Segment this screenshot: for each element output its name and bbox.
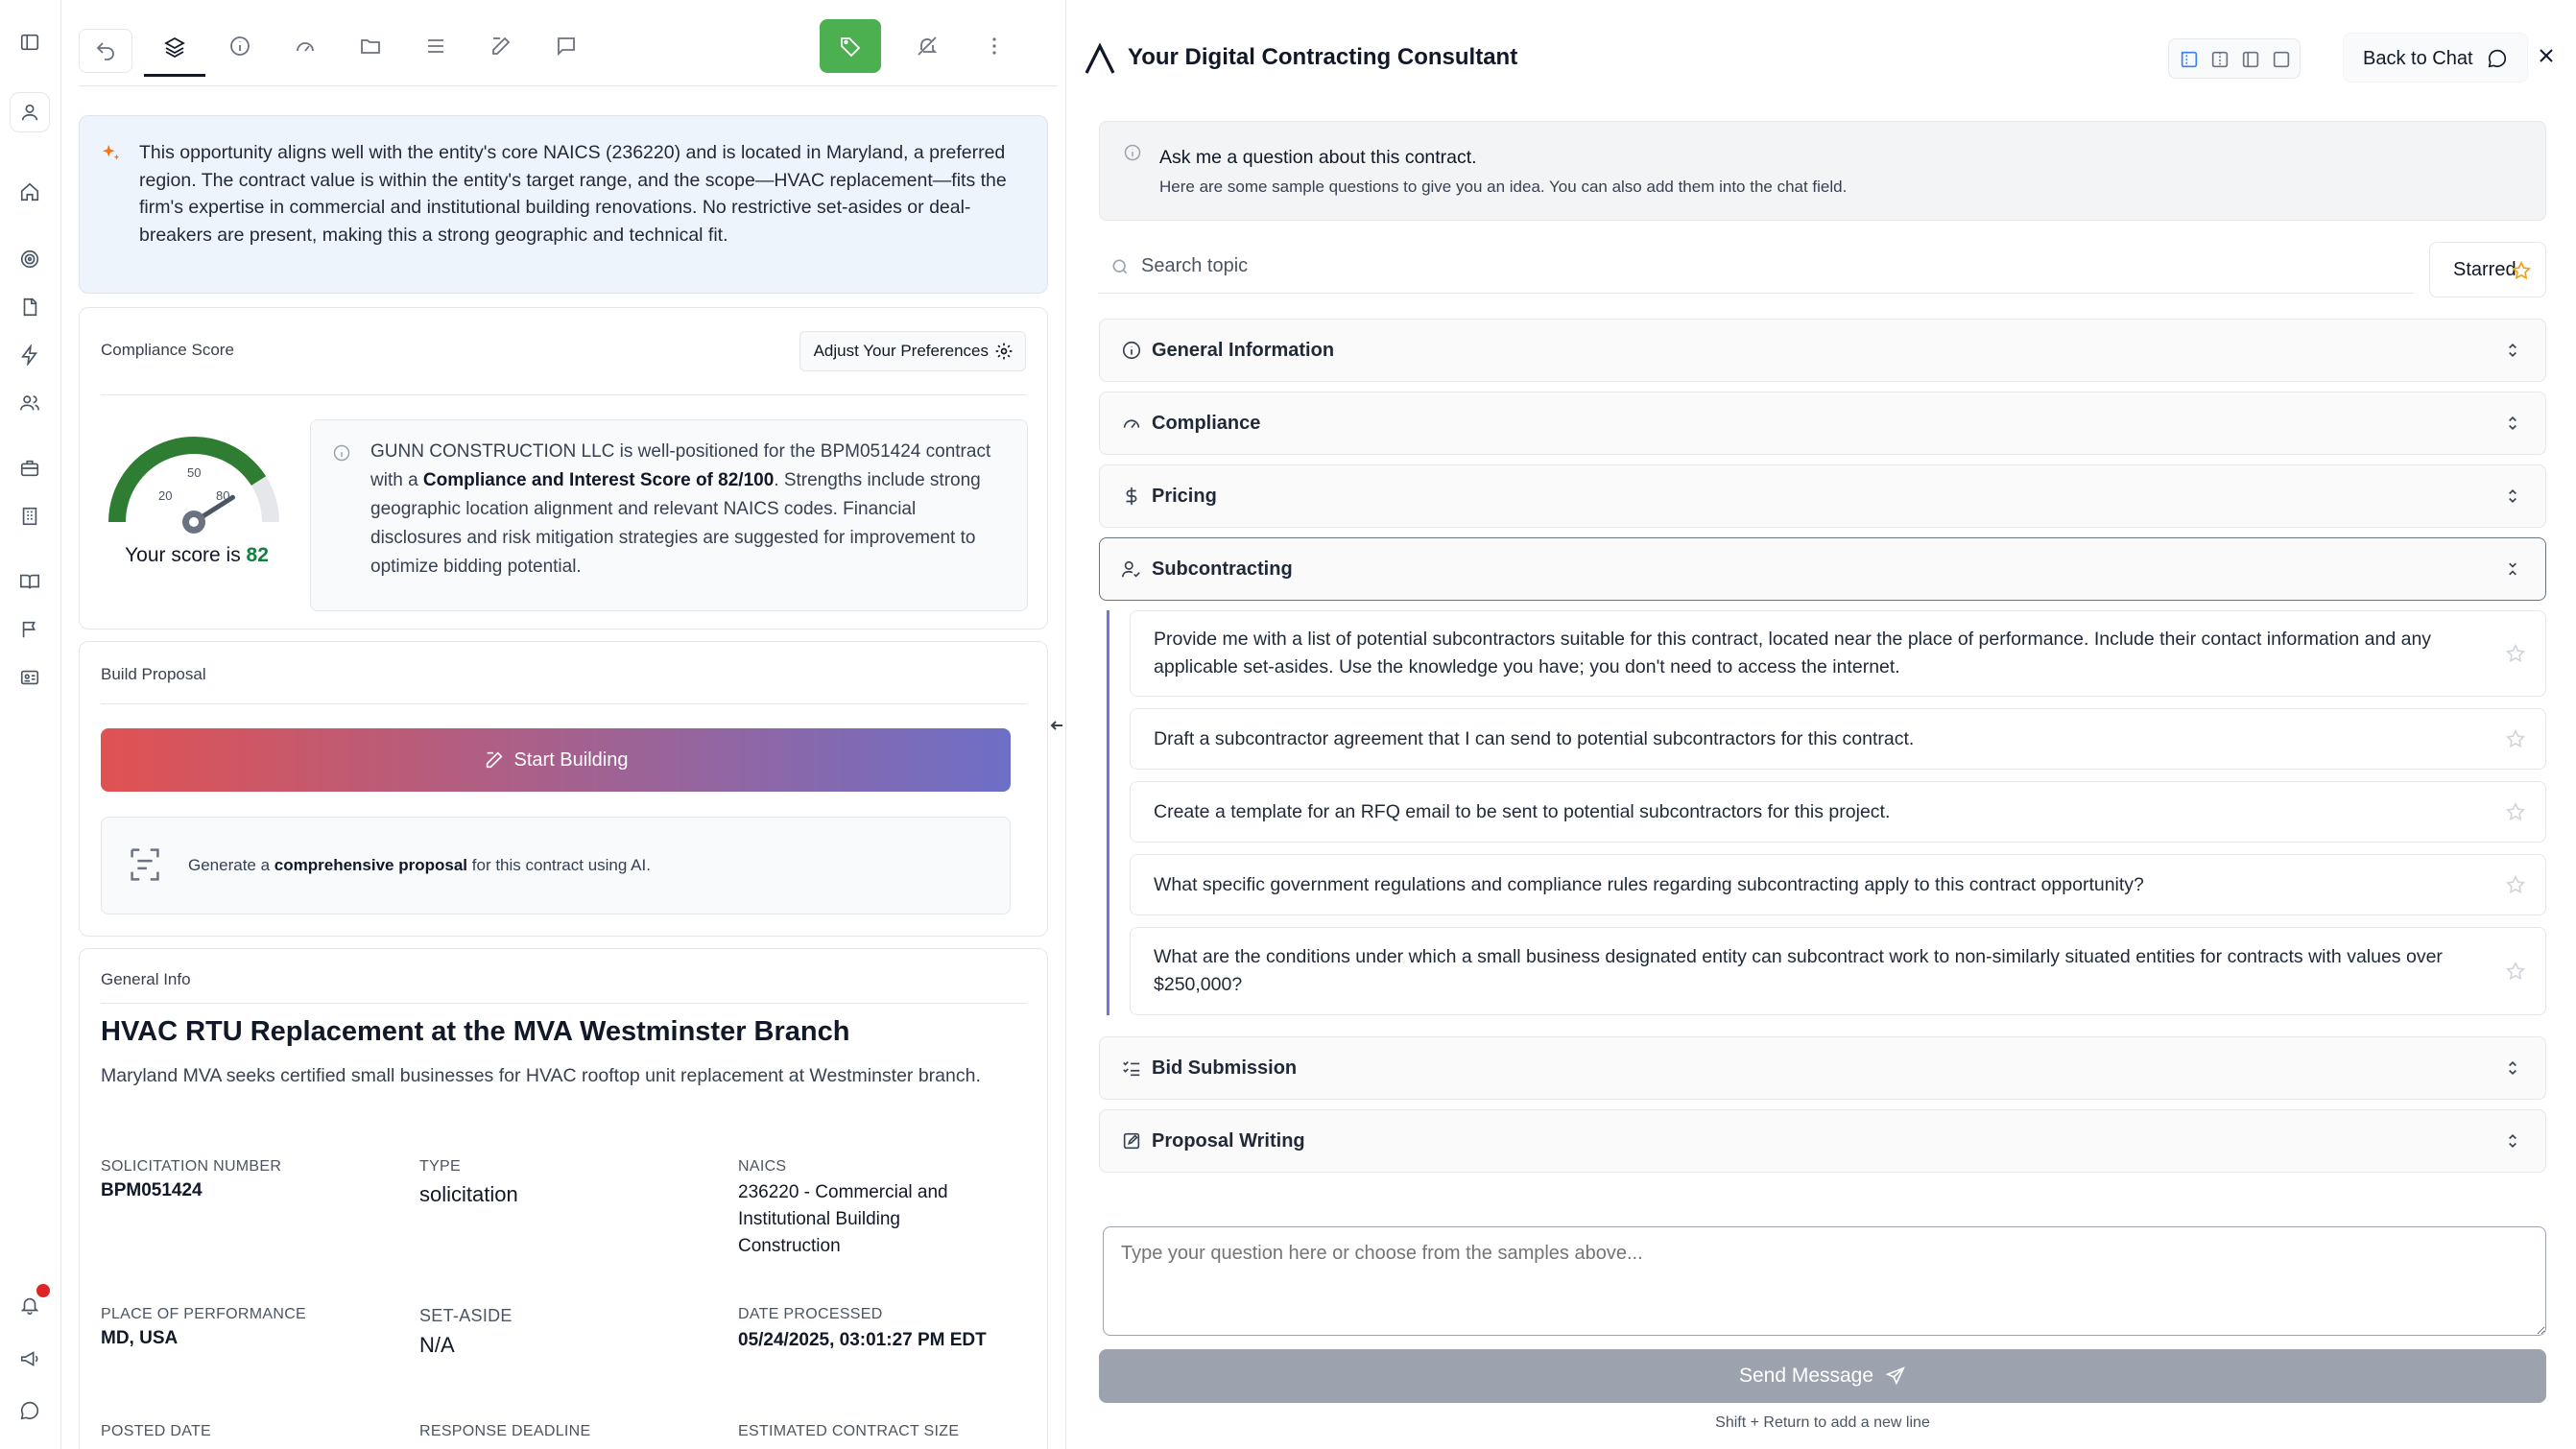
accordion-label: Pricing [1152,485,1217,507]
score-explanation-bold: Compliance and Interest Score of 82/100 [422,470,775,490]
back-to-chat-button[interactable] [2343,33,2528,83]
score-prefix: Your score is [125,544,241,566]
compliance-card [79,307,1048,629]
accordion-compliance[interactable] [1099,392,2546,455]
accordion-label: Bid Submission [1152,1057,1298,1079]
gauge-tick-80: 80 [216,488,230,503]
icon-rail [0,0,61,1449]
search-icon [1110,257,1130,276]
solicitation-label: SOLICITATION NUMBER [101,1158,282,1175]
divider [101,1003,1026,1004]
naics-field [738,1158,997,1260]
sample-question[interactable] [1130,927,2546,1015]
dollar-icon [1121,486,1142,507]
home-icon[interactable] [16,178,43,205]
sample-question[interactable] [1130,708,2546,770]
chevron-expand-icon [2503,341,2522,360]
search-placeholder: Search topic [1141,255,1249,276]
send-message-button[interactable] [1099,1349,2546,1403]
info-icon [332,443,351,463]
gauge-fill [117,445,259,522]
build-proposal-title: Build Proposal [101,665,206,683]
info-title: Ask me a question about this contract. [1159,147,1477,168]
info-banner [1099,121,2546,221]
star-icon[interactable] [2505,643,2526,664]
pop-label: PLACE OF PERFORMANCE [101,1306,307,1322]
close-icon[interactable] [2535,44,2558,67]
starred-filter-button[interactable] [2429,242,2546,297]
sidebar-toggle-icon[interactable] [16,29,43,56]
briefcase-icon[interactable] [16,455,43,482]
accordion-label: Compliance [1152,412,1261,434]
place-of-performance-field [101,1306,389,1352]
compliance-title: Compliance Score [101,341,234,359]
score-explanation-pre: GUNN CONSTRUCTION LLC is well-positioned for the BPM051424 contract with a [370,441,991,490]
ai-summary-text: This opportunity aligns well with the entity's core NAICS (236220) and is located in Maryland, a preferred region. The contract value is within the entity's target range, and the scope—HVAC replacement—fits the firm's expertise in commercial and institutional building renovations. No restrictive set-asides or deal-breakers are present, making this a strong geographic and technical fit. [139,142,1007,246]
user-profile-icon[interactable] [10,92,50,132]
star-icon [2511,260,2532,281]
processed-label: DATE PROCESSED [738,1306,883,1322]
flag-icon[interactable] [16,616,43,643]
gear-icon [994,342,1014,361]
contract-title: HVAC RTU Replacement at the MVA Westminster Branch [101,1016,850,1047]
solicitation-field [101,1158,389,1204]
star-icon[interactable] [2505,961,2526,982]
chat-support-icon[interactable] [16,1397,43,1424]
tab-gauge-icon[interactable] [274,19,336,73]
megaphone-icon[interactable] [16,1345,43,1372]
generate-pre: Generate a [188,856,271,874]
sample-question[interactable] [1130,854,2546,915]
documents-icon[interactable] [16,294,43,321]
star-icon[interactable] [2505,801,2526,822]
ai-sparkle-icon [101,143,122,164]
user-check-icon [1121,558,1142,580]
contract-size-label: ESTIMATED CONTRACT SIZE [738,1423,960,1439]
edit-icon [1121,1130,1142,1152]
general-info-card [79,948,1048,1449]
question-text: Create a template for an RFQ email to be sent to potential subcontractors for this project. [1154,800,1891,822]
score-text [101,544,293,567]
tab-edit-icon[interactable] [470,19,532,73]
contract-details-panel [61,0,1065,1449]
search-topic-field[interactable] [1099,242,2414,294]
info-icon [1121,340,1142,361]
setaside-label: SET-ASIDE [419,1306,513,1325]
tab-list-icon[interactable] [405,19,466,73]
divider [101,394,1026,395]
contract-description: Maryland MVA seeks certified small businesses for HVAC rooftop unit replacement at Westminster branch. [101,1065,981,1086]
type-value: solicitation [419,1182,518,1206]
tab-folder-icon[interactable] [340,19,401,73]
score-explanation-post: . Strengths include strong geographic location alignment and relevant NAICS codes. Financial disclosures and risk mitigation strategies are suggested for improvement to optimize bidding potential. [370,470,981,577]
generate-post: for this contract using AI. [471,856,651,874]
accordion-general-information[interactable] [1099,319,2546,382]
pop-value: MD, USA [101,1328,179,1348]
naics-value: 236220 - Commercial and Institutional Building Construction [738,1182,948,1256]
sample-question[interactable] [1130,781,2546,843]
gauge-icon [1121,413,1142,434]
lightning-icon[interactable] [16,342,43,368]
generate-bold: comprehensive proposal [274,856,468,874]
build-proposal-card [79,641,1048,937]
type-label: TYPE [419,1158,461,1175]
layout-left-icon[interactable] [2179,49,2200,70]
send-icon [1885,1366,1906,1387]
info-subtitle: Here are some sample questions to give you an idea. You can also add them into the chat field. [1159,178,1848,196]
info-icon [1123,143,1142,162]
building-icon[interactable] [16,503,43,530]
type-field [419,1158,707,1208]
edit-icon [484,749,505,771]
accordion-label: Subcontracting [1152,558,1293,580]
tab-layers-icon[interactable] [144,19,205,77]
response-deadline-label: RESPONSE DEADLINE [419,1423,591,1439]
chevron-expand-icon [2503,1131,2522,1151]
adjust-preferences-button[interactable] [799,331,1026,371]
logo-icon [1084,42,1116,75]
processed-value: 05/24/2025, 03:01:27 PM EDT [738,1330,987,1350]
accordion-bid-submission[interactable] [1099,1036,2546,1100]
setaside-value: N/A [419,1333,455,1357]
tab-info-icon[interactable] [209,19,271,73]
start-building-button[interactable] [101,728,1011,792]
layout-split-icon[interactable] [2209,49,2230,70]
target-icon[interactable] [16,246,43,273]
card-icon[interactable] [16,664,43,691]
tab-comment-icon[interactable] [536,19,597,73]
star-icon[interactable] [2505,874,2526,895]
gauge-tick-20: 20 [158,488,173,503]
star-icon[interactable] [2505,728,2526,749]
send-message-label: Send Message [1738,1365,1874,1387]
accordion-label: General Information [1152,339,1335,361]
score-explanation-box [310,419,1028,611]
details-toolbar [79,17,1058,86]
compliance-gauge [103,421,285,536]
sample-question[interactable] [1130,610,2546,697]
generate-proposal-box [101,817,1011,915]
users-icon[interactable] [16,390,43,416]
layout-full-icon[interactable] [2271,49,2292,70]
consultant-panel [1065,0,2576,1449]
chevron-collapse-icon [2503,559,2522,579]
newline-hint: Shift + Return to add a new line [1715,1414,1930,1431]
divider [101,703,1026,704]
ai-document-icon [123,843,167,887]
start-building-label: Start Building [513,748,629,771]
score-value: 82 [246,544,269,566]
set-aside-field [419,1306,707,1359]
tag-button[interactable] [820,19,881,73]
layout-switcher [2168,38,2301,79]
naics-label: NAICS [738,1158,787,1175]
accordion-pricing[interactable] [1099,464,2546,528]
question-text: What are the conditions under which a small business designated entity can subcontract work to non-similarly situated entities for contracts with values over $250,000? [1154,946,2443,995]
ai-summary-card [79,115,1048,294]
more-options-icon[interactable] [964,19,1025,73]
accordion-subcontracting[interactable] [1099,537,2546,601]
panel-title: Your Digital Contracting Consultant [1128,44,1518,70]
chevron-expand-icon [2503,1058,2522,1078]
chevron-expand-icon [2503,414,2522,433]
generate-proposal-text [188,856,651,875]
notification-dot [36,1284,50,1297]
chat-input[interactable] [1103,1226,2546,1336]
tag-icon [839,35,862,58]
question-text: Draft a subcontractor agreement that I can send to potential subcontractors for this contract. [1154,727,1915,749]
layout-right-icon[interactable] [2240,49,2261,70]
notifications-off-icon[interactable] [896,19,958,73]
date-processed-field [738,1306,997,1354]
gauge-tick-50: 50 [187,465,202,480]
starred-label: Starred [2453,259,2516,280]
solicitation-value: BPM051424 [101,1180,203,1200]
undo-icon[interactable] [79,29,132,73]
chevron-expand-icon [2503,487,2522,506]
posted-date-label: POSTED DATE [101,1423,212,1439]
subcontracting-rail [1107,610,1109,1015]
chat-bubble-icon [2487,48,2508,69]
question-text: What specific government regulations and compliance rules regarding subcontracting apply to this contract opportunity? [1154,873,2144,895]
adjust-preferences-label: Adjust Your Preferences [813,342,989,360]
checklist-icon [1121,1057,1142,1079]
general-info-label: General Info [101,970,191,988]
back-to-chat-label: Back to Chat [2363,48,2473,69]
score-explanation-text [370,438,1004,582]
accordion-proposal-writing[interactable] [1099,1109,2546,1173]
accordion-label: Proposal Writing [1152,1129,1305,1152]
question-text: Provide me with a list of potential subcontractors suitable for this contract, located near the place of performance. Include their contact information and any applicable set-asides. Use the knowledge you have; you don't need to access the internet. [1154,629,2432,677]
book-icon[interactable] [16,568,43,595]
